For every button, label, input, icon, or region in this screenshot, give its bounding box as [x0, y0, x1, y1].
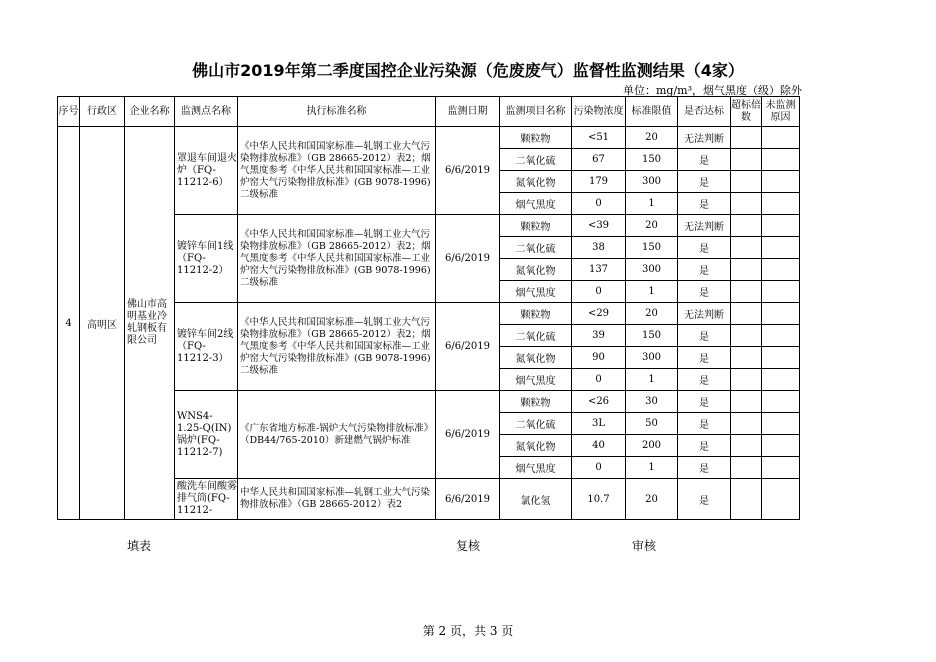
- cell-concentration: 38: [572, 237, 626, 259]
- cell-concentration: <51: [572, 127, 626, 149]
- cell-point-name: 镀锌车间2线（FQ-11212-3）: [175, 303, 238, 391]
- cell-not-monitored-reason: [762, 171, 800, 193]
- cell-compliant: 是: [678, 193, 731, 215]
- cell-limit: 300: [626, 347, 678, 369]
- cell-compliant: 是: [678, 413, 731, 435]
- cell-exceed-times: [731, 369, 762, 391]
- cell-item: 二氧化硫: [500, 149, 572, 171]
- cell-not-monitored-reason: [762, 391, 800, 413]
- cell-exceed-times: [731, 457, 762, 479]
- cell-item: 二氧化硫: [500, 325, 572, 347]
- cell-exceed-times: [731, 127, 762, 149]
- header-compliant: 是否达标: [678, 97, 731, 127]
- cell-point-name: WNS4-1.25-Q(IN)锅炉(FQ-11212-7): [175, 391, 238, 479]
- cell-item: 烟气黑度: [500, 281, 572, 303]
- cell-point-name: 罩退车间退火炉（FQ-11212-6）: [175, 127, 238, 215]
- cell-exceed-times: [731, 215, 762, 237]
- cell-concentration: 10.7: [572, 479, 626, 520]
- cell-concentration: <29: [572, 303, 626, 325]
- cell-limit: 150: [626, 325, 678, 347]
- header-item: 监测项目名称: [500, 97, 572, 127]
- cell-exceed-times: [731, 325, 762, 347]
- cell-item: 氮氧化物: [500, 171, 572, 193]
- cell-compliant: 是: [678, 281, 731, 303]
- header-district: 行政区: [80, 97, 125, 127]
- cell-not-monitored-reason: [762, 479, 800, 520]
- cell-exceed-times: [731, 391, 762, 413]
- cell-item: 烟气黑度: [500, 457, 572, 479]
- cell-standard: 《中华人民共和国国家标准—轧钢工业大气污染物排放标准》（GB 28665-2012）表2；烟气黑度参考《中华人民共和国国家标准—工业炉窑大气污染物排放标准》(GB 9078-1996)二级标准: [238, 215, 436, 303]
- cell-concentration: 0: [572, 281, 626, 303]
- cell-item: 氮氧化物: [500, 259, 572, 281]
- cell-item: 氮氧化物: [500, 347, 572, 369]
- cell-not-monitored-reason: [762, 127, 800, 149]
- cell-limit: 20: [626, 127, 678, 149]
- cell-limit: 150: [626, 149, 678, 171]
- cell-concentration: 67: [572, 149, 626, 171]
- cell-compliant: 是: [678, 457, 731, 479]
- cell-item: 二氧化硫: [500, 237, 572, 259]
- header-point: 监测点名称: [175, 97, 238, 127]
- cell-standard: 《中华人民共和国国家标准—轧钢工业大气污染物排放标准》（GB 28665-2012）表2；烟气黑度参考《中华人民共和国国家标准—工业炉窑大气污染物排放标准》(GB 9078-1996)二级标准: [238, 127, 436, 215]
- cell-limit: 50: [626, 413, 678, 435]
- cell-concentration: 0: [572, 193, 626, 215]
- cell-compliant: 是: [678, 237, 731, 259]
- cell-date: 6/6/2019: [436, 391, 500, 479]
- cell-not-monitored-reason: [762, 325, 800, 347]
- header-row: [58, 97, 800, 127]
- cell-concentration: 0: [572, 457, 626, 479]
- cell-concentration: 137: [572, 259, 626, 281]
- cell-limit: 20: [626, 303, 678, 325]
- cell-not-monitored-reason: [762, 215, 800, 237]
- cell-compliant: 是: [678, 347, 731, 369]
- approve-label: 审核: [632, 539, 657, 553]
- cell-compliant: 是: [678, 391, 731, 413]
- cell-item: 烟气黑度: [500, 193, 572, 215]
- cell-limit: 1: [626, 193, 678, 215]
- cell-compliant: 无法判断: [678, 215, 731, 237]
- cell-limit: 150: [626, 237, 678, 259]
- cell-exceed-times: [731, 479, 762, 520]
- unit-note: 单位：mg/m³，烟气黑度（级）除外: [622, 84, 802, 97]
- cell-compliant: 是: [678, 369, 731, 391]
- cell-exceed-times: [731, 435, 762, 457]
- header-standard: 执行标准名称: [238, 97, 436, 127]
- table-row: [58, 127, 800, 149]
- cell-exceed-times: [731, 413, 762, 435]
- cell-not-monitored-reason: [762, 303, 800, 325]
- cell-item: 颗粒物: [500, 127, 572, 149]
- cell-compliant: 是: [678, 435, 731, 457]
- cell-item: 颗粒物: [500, 215, 572, 237]
- cell-exceed-times: [731, 281, 762, 303]
- fill-label: 填表: [127, 539, 152, 553]
- header-exceed-times: 超标倍数: [731, 97, 762, 127]
- cell-item: 氮氧化物: [500, 435, 572, 457]
- cell-district: 高明区: [80, 127, 125, 520]
- cell-exceed-times: [731, 259, 762, 281]
- cell-date: 6/6/2019: [436, 127, 500, 215]
- cell-concentration: 3L: [572, 413, 626, 435]
- cell-concentration: 39: [572, 325, 626, 347]
- cell-not-monitored-reason: [762, 369, 800, 391]
- cell-concentration: 90: [572, 347, 626, 369]
- results-table: [57, 96, 800, 520]
- cell-compliant: 是: [678, 149, 731, 171]
- cell-standard: 《广东省地方标准-锅炉大气污染物排放标准》（DB44/765-2010）新建燃气锅炉标准: [238, 391, 436, 479]
- cell-date: 6/6/2019: [436, 303, 500, 391]
- cell-not-monitored-reason: [762, 281, 800, 303]
- cell-not-monitored-reason: [762, 193, 800, 215]
- header-company: 企业名称: [125, 97, 175, 127]
- cell-not-monitored-reason: [762, 457, 800, 479]
- cell-compliant: 是: [678, 259, 731, 281]
- cell-concentration: 179: [572, 171, 626, 193]
- cell-exceed-times: [731, 171, 762, 193]
- cell-compliant: 是: [678, 479, 731, 520]
- cell-exceed-times: [731, 149, 762, 171]
- cell-standard: 中华人民共和国国家标准—轧钢工业大气污染物排放标准》（GB 28665-2012）表2: [238, 479, 436, 520]
- cell-limit: 1: [626, 457, 678, 479]
- cell-compliant: 无法判断: [678, 303, 731, 325]
- cell-item: 颗粒物: [500, 303, 572, 325]
- cell-standard: 《中华人民共和国国家标准—轧钢工业大气污染物排放标准》（GB 28665-2012）表2；烟气黑度参考《中华人民共和国国家标准—工业炉窑大气污染物排放标准》(GB 9078-1996)二级标准: [238, 303, 436, 391]
- cell-limit: 20: [626, 215, 678, 237]
- cell-concentration: <26: [572, 391, 626, 413]
- cell-not-monitored-reason: [762, 435, 800, 457]
- cell-limit: 20: [626, 479, 678, 520]
- cell-item: 颗粒物: [500, 391, 572, 413]
- cell-limit: 200: [626, 435, 678, 457]
- review-label: 复核: [456, 539, 481, 553]
- cell-date: 6/6/2019: [436, 479, 500, 520]
- header-seq: 序号: [58, 97, 80, 127]
- cell-limit: 300: [626, 171, 678, 193]
- cell-item: 烟气黑度: [500, 369, 572, 391]
- cell-not-monitored-reason: [762, 347, 800, 369]
- cell-compliant: 是: [678, 171, 731, 193]
- cell-concentration: 0: [572, 369, 626, 391]
- cell-item: 二氧化硫: [500, 413, 572, 435]
- cell-exceed-times: [731, 237, 762, 259]
- cell-exceed-times: [731, 193, 762, 215]
- cell-exceed-times: [731, 303, 762, 325]
- cell-concentration: 40: [572, 435, 626, 457]
- cell-point-name: 酸洗车间酸雾排气筒(FQ-11212-: [175, 479, 238, 520]
- cell-concentration: <39: [572, 215, 626, 237]
- cell-not-monitored-reason: [762, 259, 800, 281]
- cell-not-monitored-reason: [762, 149, 800, 171]
- cell-exceed-times: [731, 347, 762, 369]
- cell-compliant: 是: [678, 325, 731, 347]
- cell-limit: 1: [626, 369, 678, 391]
- header-concentration: 污染物浓度: [572, 97, 626, 127]
- cell-limit: 1: [626, 281, 678, 303]
- cell-not-monitored-reason: [762, 237, 800, 259]
- cell-date: 6/6/2019: [436, 215, 500, 303]
- page-title: 佛山市2019年第二季度国控企业污染源（危废废气）监督性监测结果（4家）: [192, 61, 744, 80]
- cell-item: 氯化氢: [500, 479, 572, 520]
- cell-compliant: 无法判断: [678, 127, 731, 149]
- cell-point-name: 镀锌车间1线（FQ-11212-2）: [175, 215, 238, 303]
- cell-limit: 30: [626, 391, 678, 413]
- header-limit: 标准限值: [626, 97, 678, 127]
- page-number: 第 2 页，共 3 页: [422, 624, 514, 638]
- cell-seq: 4: [58, 127, 80, 520]
- header-date: 监测日期: [436, 97, 500, 127]
- cell-not-monitored-reason: [762, 413, 800, 435]
- header-not-monitored-reason: 未监测原因: [762, 97, 800, 127]
- cell-company: 佛山市高明基业冷轧钢板有限公司: [125, 127, 175, 520]
- cell-limit: 300: [626, 259, 678, 281]
